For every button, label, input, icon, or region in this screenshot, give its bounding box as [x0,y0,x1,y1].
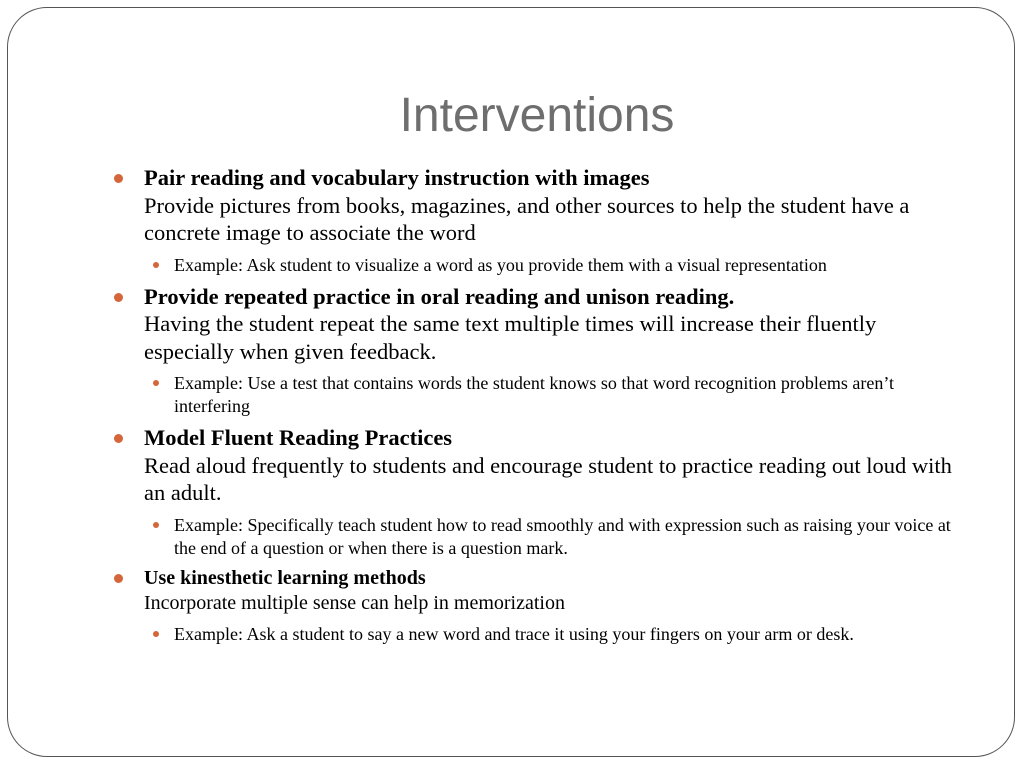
bullet-dot-icon [114,434,123,443]
bullet-heading: Use kinesthetic learning methods [144,566,426,589]
sub-bullet-dot-icon [153,262,159,268]
bullet-heading: Provide repeated practice in oral reading and unison reading. [144,283,735,309]
bullet-body: Read aloud frequently to students and encourage student to practice reading out loud with an adult. [144,452,952,505]
bullet-body: Provide pictures from books, magazines, and other sources to help the student have a concrete image to associate the word [144,192,910,245]
bullet-dot-icon [114,293,123,302]
sub-bullet-text: Example: Ask student to visualize a word as you provide them with a visual representation [174,254,827,275]
bullet-level1 [114,424,964,507]
bullet-dot-icon [114,174,123,183]
bullet-heading: Pair reading and vocabulary instruction with images [144,165,650,190]
slide-title: Interventions [399,89,675,142]
bullet-level2 [114,254,964,277]
sub-bullet-dot-icon [153,522,159,528]
bullet-item [114,283,964,419]
bullet-item [114,424,964,560]
sub-bullet-text: Example: Use a test that contains words the student knows so that word recognition problems aren’t interfering [174,373,895,416]
sub-bullet-text: Example: Ask a student to say a new word and trace it using your fingers on your arm or desk. [174,623,854,644]
bullet-level1 [114,164,964,247]
sub-bullet-text: Example: Specifically teach student how to read smoothly and with expression such as raising your voice at the end of a question or when there is a question mark. [174,514,951,558]
bullet-item [114,566,964,646]
bullet-level2 [114,623,964,646]
bullet-level1 [114,283,964,366]
sub-bullet-dot-icon [153,631,159,637]
slide-content [114,164,964,646]
bullet-level2 [114,514,964,560]
bullet-heading: Model Fluent Reading Practices [144,425,453,450]
bullet-level2 [114,372,964,418]
bullet-item [114,164,964,277]
bullet-body: Incorporate multiple sense can help in memorization [144,591,565,614]
bullet-dot-icon [114,574,123,583]
bullet-level1 [114,566,964,616]
sub-bullet-dot-icon [153,380,159,386]
bullet-body: Having the student repeat the same text multiple times will increase their fluently especially when given feedback. [144,311,877,364]
